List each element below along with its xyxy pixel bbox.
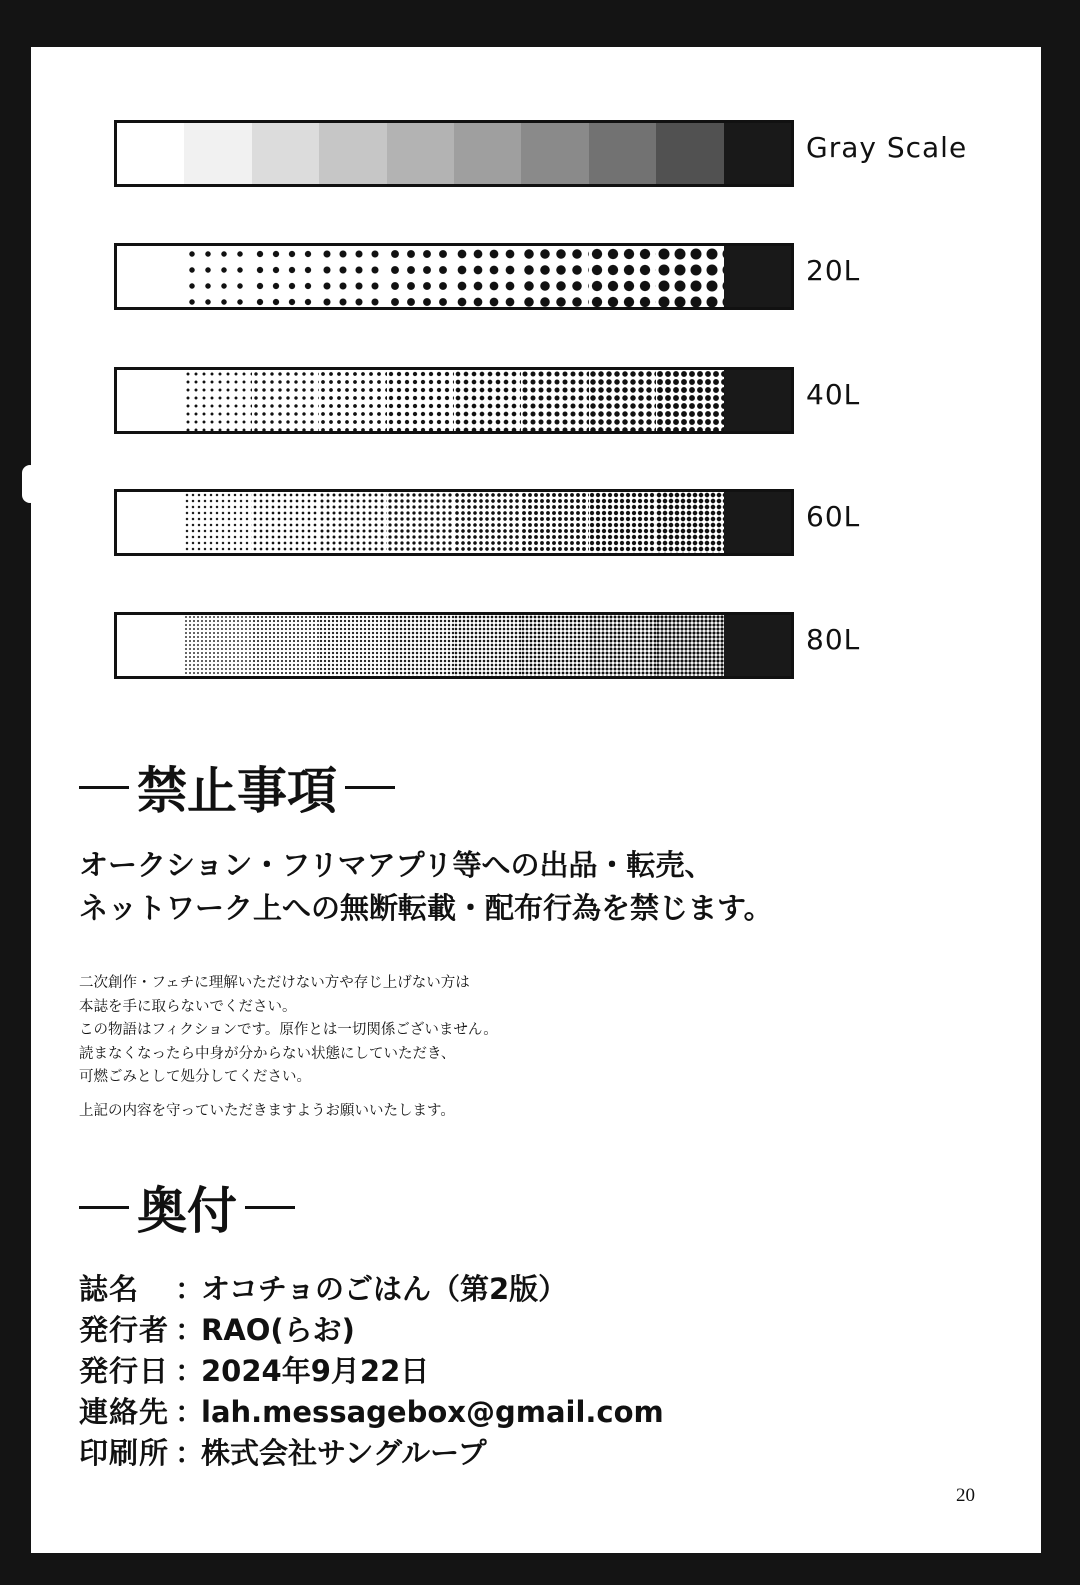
tone-segment [454, 370, 521, 431]
tone-segment [117, 123, 184, 184]
tone-segment [252, 123, 319, 184]
tone-segment [656, 123, 723, 184]
tone-segment [724, 246, 791, 307]
colophon-value: RAO(らお) [201, 1313, 355, 1347]
colophon-heading [79, 1171, 295, 1243]
tone-segment [656, 615, 723, 676]
warning-text [79, 844, 773, 930]
tone-label: 80L [806, 623, 861, 656]
tone-segment [184, 615, 251, 676]
colophon-colon: ： [175, 1395, 205, 1429]
page-sheet [31, 47, 1041, 1553]
heading-dash [79, 786, 129, 789]
colophon-row-date [79, 1351, 664, 1392]
tone-segment [656, 370, 723, 431]
tone-segment [589, 615, 656, 676]
tone-bar [114, 489, 794, 556]
colophon-row-printer [79, 1433, 664, 1474]
tone-segment [117, 615, 184, 676]
warning-line: ネットワーク上への無断転載・配布行為を禁じます。 [79, 891, 773, 925]
tone-segment [521, 615, 588, 676]
tone-segment [184, 246, 251, 307]
colophon-value: lah.messagebox@gmail.com [201, 1395, 664, 1429]
colophon-title: 奥付 [137, 1182, 237, 1240]
tone-segment [319, 370, 386, 431]
tone-segment [252, 246, 319, 307]
tone-segment [724, 123, 791, 184]
colophon-row-title [79, 1269, 664, 1310]
colophon-colon: ： [175, 1272, 205, 1306]
prohibitions-heading [79, 751, 395, 823]
colophon-value: 2024年9月22日 [201, 1354, 430, 1388]
tone-bar [114, 243, 794, 310]
colophon-colon: ： [175, 1313, 205, 1347]
tone-segment [589, 370, 656, 431]
prohibitions-title: 禁止事項 [137, 762, 337, 820]
tone-segment [387, 492, 454, 553]
closing-line: 上記の内容を守っていただきますようお願いいたします。 [79, 1102, 455, 1119]
tone-label: Gray Scale [806, 131, 968, 164]
tone-segment [184, 492, 251, 553]
tone-segment [319, 492, 386, 553]
tone-segment [184, 123, 251, 184]
tone-segment [454, 492, 521, 553]
colophon-list [79, 1269, 664, 1474]
heading-dash [245, 1206, 295, 1209]
tone-segment [387, 246, 454, 307]
notes-block [79, 972, 498, 1123]
tone-segment [724, 615, 791, 676]
heading-dash [79, 1206, 129, 1209]
binding-hole [22, 465, 38, 503]
tone-segment [319, 246, 386, 307]
tone-bar [114, 612, 794, 679]
colophon-key: 発行日 [79, 1354, 170, 1388]
tone-segment [319, 123, 386, 184]
tone-segment [656, 246, 723, 307]
tone-segment [724, 370, 791, 431]
colophon-value: オコチョのごはん（第2版） [201, 1272, 568, 1306]
tone-segment [117, 246, 184, 307]
page-number: 20 [956, 1485, 975, 1506]
tone-segment [589, 492, 656, 553]
note-line: 読まなくなったら中身が分からない状態にしていただき、 [79, 1045, 456, 1062]
tone-label: 20L [806, 254, 861, 287]
tone-segment [117, 370, 184, 431]
note-line: この物語はフィクションです。原作とは一切関係ございません。 [79, 1022, 498, 1038]
tone-bar [114, 367, 794, 434]
colophon-key: 誌名 [79, 1272, 140, 1306]
tone-segment [724, 492, 791, 553]
tone-segment [656, 492, 723, 553]
tone-label: 40L [806, 378, 861, 411]
tone-segment [454, 246, 521, 307]
tone-segment [454, 123, 521, 184]
tone-bar [114, 120, 794, 187]
colophon-colon: ： [175, 1436, 205, 1470]
tone-segment [252, 615, 319, 676]
note-line: 本誌を手に取らないでください。 [79, 998, 297, 1015]
tone-segment [117, 492, 184, 553]
tone-segment [184, 370, 251, 431]
tone-segment [521, 123, 588, 184]
colophon-colon: ： [175, 1354, 205, 1388]
colophon-key: 発行者 [79, 1313, 170, 1347]
colophon-key: 印刷所 [79, 1436, 170, 1470]
tone-label: 60L [806, 500, 861, 533]
tone-segment [319, 615, 386, 676]
tone-segment [387, 370, 454, 431]
note-line: 二次創作・フェチに理解いただけない方や存じ上げない方は [79, 975, 470, 991]
colophon-key: 連絡先 [79, 1395, 170, 1429]
colophon-row-contact [79, 1392, 664, 1433]
tone-segment [252, 370, 319, 431]
tone-segment [387, 615, 454, 676]
tone-segment [589, 246, 656, 307]
tone-segment [521, 246, 588, 307]
colophon-value: 株式会社サングループ [201, 1436, 487, 1470]
tone-segment [387, 123, 454, 184]
warning-line: オークション・フリマアプリ等への出品・転売、 [79, 848, 714, 882]
tone-segment [589, 123, 656, 184]
heading-dash [345, 786, 395, 789]
colophon-row-publisher [79, 1310, 664, 1351]
tone-segment [454, 615, 521, 676]
tone-segment [252, 492, 319, 553]
note-line: 可燃ごみとして処分してください。 [79, 1069, 311, 1085]
tone-segment [521, 492, 588, 553]
tone-segment [521, 370, 588, 431]
